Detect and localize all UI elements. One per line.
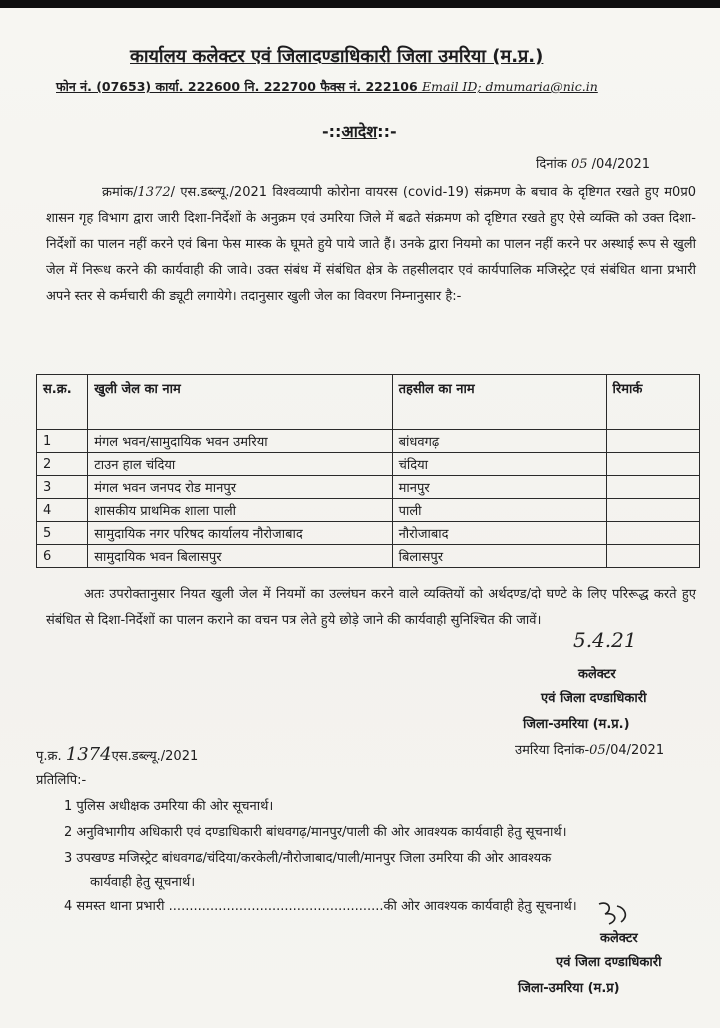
date-rest: /04/2021 [591, 157, 651, 172]
cell-serial: 4 [37, 499, 88, 522]
contact-line [56, 78, 598, 95]
cell-remark [606, 545, 699, 568]
table-row [37, 430, 700, 453]
cell-remark [606, 476, 699, 499]
copy-reference [36, 744, 198, 765]
order-ref-number: 1372 [137, 185, 171, 200]
cell-remark [606, 499, 699, 522]
phone-fax-text: फोन नं. (07653) कार्या. 222600 नि. 222700 फैक्स नं. 222106 [56, 79, 418, 94]
order-heading-word: आदेश [341, 122, 378, 141]
order-heading-suffix: ::- [377, 122, 397, 141]
open-jail-table [36, 374, 700, 568]
cell-tehsil: चंदिया [392, 453, 606, 476]
cell-serial: 1 [37, 430, 88, 453]
cell-serial: 6 [37, 545, 88, 568]
copy-item-1: 1 पुलिस अधीक्षक उमरिया की ओर सूचनार्थ। [64, 799, 274, 814]
image-top-border [0, 0, 720, 8]
signature1-designation: कलेक्टर [578, 667, 616, 682]
cell-jail-name: सामुदायिक नगर परिषद कार्यालय नौरोजाबाद [88, 522, 392, 545]
order-body-paragraph [46, 180, 696, 310]
cell-serial: 5 [37, 522, 88, 545]
cell-tehsil: मानपुर [392, 476, 606, 499]
signature1-district: जिला-उमरिया (म.प्र.) [523, 717, 630, 732]
table-header-row [37, 375, 700, 430]
cell-tehsil: बांधवगढ़ [392, 430, 606, 453]
order-ref-label: क्रमांक/ [102, 185, 138, 200]
signature1-date [515, 740, 664, 758]
handwritten-signature-1: 5.4.21 [573, 628, 637, 652]
copy-item-3-continued: कार्यवाही हेतु सूचनार्थ। [90, 875, 196, 890]
cell-jail-name: टाउन हाल चंदिया [88, 453, 392, 476]
cell-remark [606, 430, 699, 453]
signature1-date-day: 05 [589, 743, 606, 758]
copy-ref-number: 1374 [65, 744, 112, 765]
table-row [37, 545, 700, 568]
order-body-text: / एस.डब्ल्यू./2021 विश्वव्यापी कोरोना वायरस (covid-19) संक्रमण के बचाव के दृष्टिगत रखते हुए म0प्र0 शासन गृह विभाग द्वारा जारी दिशा-निर्देशों के अनुक्रम एवं उमरिया जिले में बढते संक्रमण को दृष्टिगत रखते हुए ऐसे व्यक्ति को उक्त दिशा-निर्देशों का पालन नहीं करने एवं बिना फेस मास्क के घूमते हुये पाये जाते हैं। उनके द्वारा नियमो का पालन नहीं करने पर अस्थाई रूप से खुली जेल में निरूध करने की कार्यवाही की जावे। उक्त संबंध में संबंधित क्षेत्र के तहसीलदार एवं कार्यपालिक मजिस्ट्रेट एवं संबंधित थाना प्रभारी अपने स्तर से कर्मचारी की ड्यूटी लगायेगे। तदानुसार खुली जेल का विवरण निम्नानुसार है:- [46, 185, 696, 304]
date-day-handwritten: 05 [570, 157, 588, 172]
handwritten-signature-2 [595, 898, 635, 928]
signature1-date-label: उमरिया दिनांक- [515, 743, 590, 758]
signature1-date-rest: /04/2021 [605, 743, 665, 758]
office-title: कार्यालय कलेक्टर एवं जिलादण्डाधिकारी जिला उमरिया (म.प्र.) [130, 46, 544, 67]
copy-ref-prefix: पृ.क्र. [36, 749, 62, 764]
cell-remark [606, 453, 699, 476]
cell-jail-name: शासकीय प्राथमिक शाला पाली [88, 499, 392, 522]
order-heading-prefix: -:: [322, 122, 342, 141]
cell-tehsil: पाली [392, 499, 606, 522]
cell-jail-name: मंगल भवन/सामुदायिक भवन उमरिया [88, 430, 392, 453]
copy-item-4: 4 समस्त थाना प्रभारी ....................................................की ओर आवश्यक कार्यवाही हेतु सूचनार्थ। [64, 899, 577, 914]
cell-jail-name: सामुदायिक भवन बिलासपुर [88, 545, 392, 568]
cell-serial: 3 [37, 476, 88, 499]
table-row [37, 499, 700, 522]
closing-text: अतः उपरोक्तानुसार नियत खुली जेल में नियमों का उल्लंघन करने वाले व्यक्तियों को अर्थदण्ड/दो घण्टे के लिए परिरूद्ध करते हुए संबंधित से दिशा-निर्देशों का पालन कराने का वचन पत्र लेते हुये छोड़े जाने की कार्यवाही सुनिश्चित की जावें। [46, 587, 696, 628]
header-serial: स.क्र. [37, 375, 88, 430]
header-jail-name: खुली जेल का नाम [88, 375, 392, 430]
copy-item-3: 3 उपखण्ड मजिस्ट्रेट बांधवगढ/चंदिया/करकेली/नौरोजाबाद/पाली/मानपुर जिला उमरिया की ओर आवश्यक [64, 851, 552, 866]
cell-tehsil: नौरोजाबाद [392, 522, 606, 545]
copy-item-2: 2 अनुविभागीय अधिकारी एवं दण्डाधिकारी बांधवगढ़/मानपुर/पाली की ओर आवश्यक कार्यवाही हेतु सूचनार्थ। [64, 825, 567, 840]
cell-remark [606, 522, 699, 545]
closing-paragraph [46, 582, 696, 634]
table-row [37, 453, 700, 476]
signature2-district: जिला-उमरिया (म.प्र) [518, 981, 620, 996]
signature2-designation: कलेक्टर [600, 931, 638, 946]
signature1-title: एवं जिला दण्डाधिकारी [541, 691, 647, 706]
signature2-title: एवं जिला दण्डाधिकारी [556, 955, 662, 970]
header-remark: रिमार्क [606, 375, 699, 430]
cell-tehsil: बिलासपुर [392, 545, 606, 568]
email-text: Email ID; dmumaria@nic.in [422, 79, 598, 94]
copy-ref-suffix: एस.डब्ल्यू./2021 [111, 749, 199, 764]
table-row [37, 476, 700, 499]
date-label: दिनांक [536, 157, 567, 172]
table-row [37, 522, 700, 545]
cell-serial: 2 [37, 453, 88, 476]
header-tehsil: तहसील का नाम [392, 375, 606, 430]
order-heading [322, 120, 397, 142]
copy-label: प्रतिलिपि:- [36, 773, 87, 788]
cell-jail-name: मंगल भवन जनपद रोड मानपुर [88, 476, 392, 499]
order-date [536, 154, 650, 172]
